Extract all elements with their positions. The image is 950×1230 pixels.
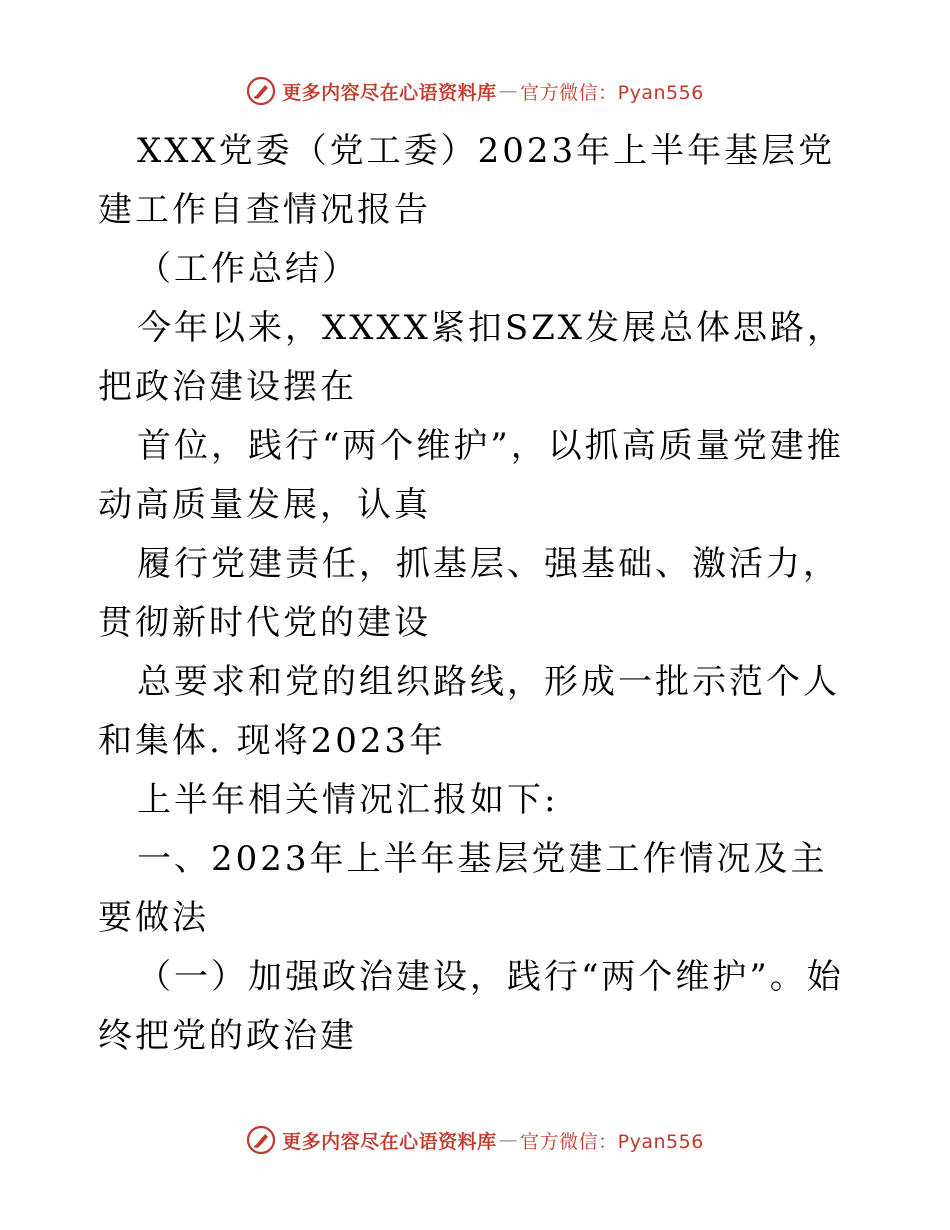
document-title: XXX党委（党工委）2023年上半年基层党建工作自查情况报告	[98, 131, 836, 230]
watermark-separator: —	[498, 80, 519, 102]
section-heading: 一、2023年上半年基层党建工作情况及主要做法	[98, 839, 828, 938]
watermark-wechat-text: 官方微信：Pyan556	[520, 81, 704, 104]
body-paragraph: 总要求和党的组织路线，形成一批示范个人和集体. 现将2023年	[98, 662, 840, 761]
document-subtitle: （工作总结）	[137, 249, 359, 289]
watermark-separator: —	[498, 1129, 519, 1151]
watermark-main-text: 更多内容尽在心语资料库	[282, 1130, 497, 1153]
body-paragraph: 上半年相关情况汇报如下:	[137, 780, 559, 820]
body-paragraph: 履行党建责任，抓基层、强基础、激活力，贯彻新时代党的建设	[98, 544, 840, 643]
subsection-heading: （一）加强政治建设，践行“两个维护”。始终把党的政治建	[98, 957, 844, 1056]
body-paragraph: 今年以来，XXXX紧扣SZX发展总体思路，把政治建设摆在	[98, 308, 844, 407]
pen-nib-seal-icon	[246, 76, 276, 106]
watermark-wechat-text: 官方微信：Pyan556	[520, 1130, 704, 1153]
pen-nib-seal-icon	[246, 1125, 276, 1155]
header-watermark	[0, 71, 950, 111]
footer-watermark	[0, 1120, 950, 1160]
watermark-main-text: 更多内容尽在心语资料库	[282, 81, 497, 104]
body-paragraph: 首位，践行“两个维护”，以抓高质量党建推动高质量发展，认真	[98, 426, 844, 525]
document-body	[98, 122, 858, 1066]
